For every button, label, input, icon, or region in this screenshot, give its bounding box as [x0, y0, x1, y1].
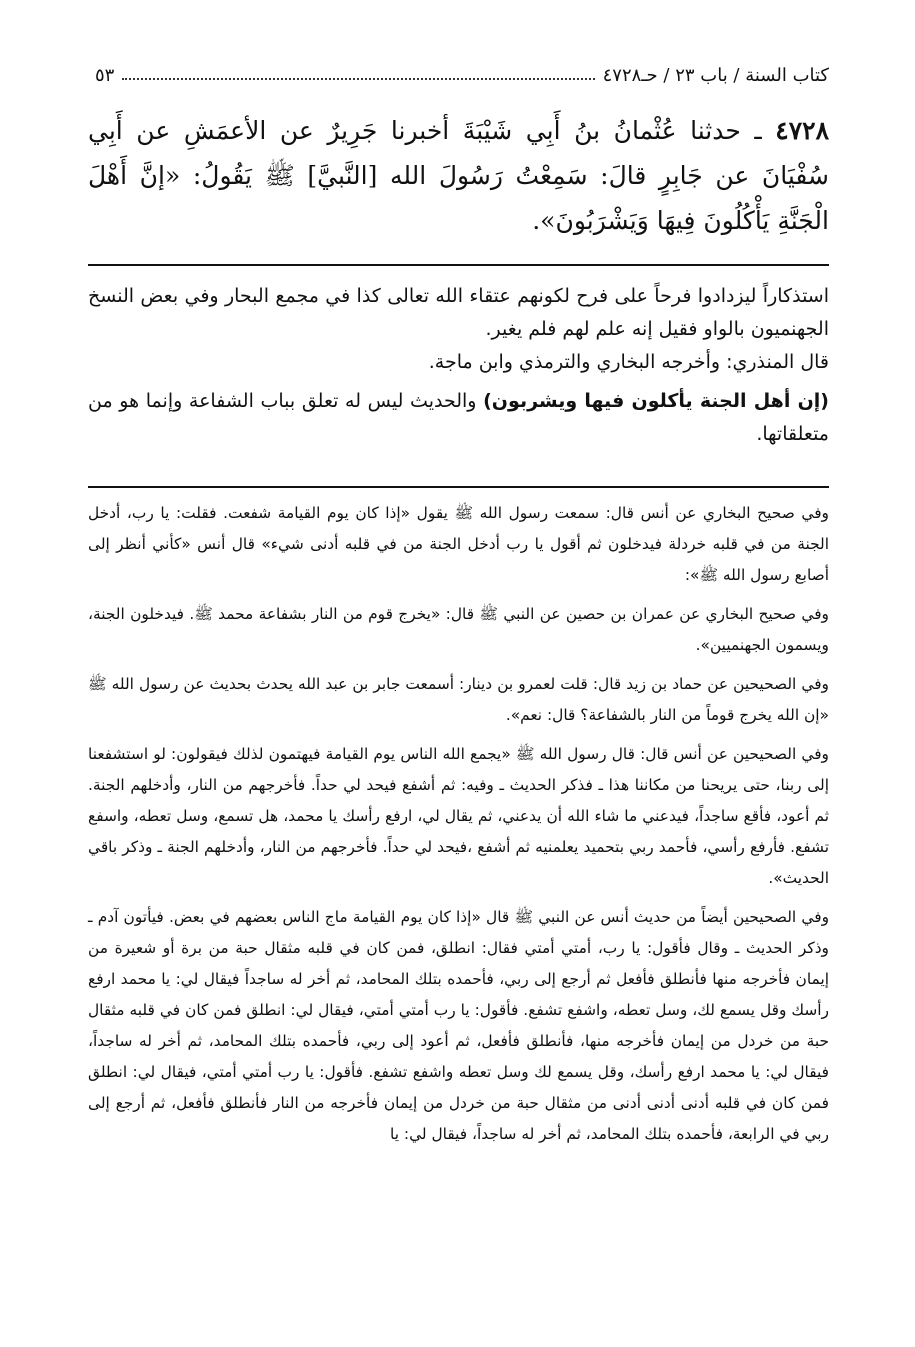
page-header [95, 58, 829, 92]
footnote-paragraph: وفي صحيح البخاري عن أنس قال: سمعت رسول الله ﷺ يقول «إذا كان يوم القيامة شفعت. فقلت: يا رب، أدخل الجنة من في قلبه خردلة فيدخلون ثم أقول يا رب أدخل الجنة من في قلبه أدنى شيء» قال أنس «كأني أنظر إلى أصابع رسول الله ﷺ»: [88, 504, 829, 584]
footnote-paragraph: وفي صحيح البخاري عن عمران بن حصين عن النبي ﷺ قال: «يخرج قوم من النار بشفاعة محمد ﷺ. فيدخلون الجنة، ويسمون الجهنميين». [88, 605, 829, 654]
commentary-section [88, 280, 829, 451]
commentary-paragraph [88, 385, 829, 451]
commentary-text: والحديث ليس له تعلق بباب الشفاعة وإنما هو من متعلقاتها. [88, 390, 829, 445]
page-number: ٥٣ [95, 64, 115, 86]
footnotes-section [88, 498, 829, 1158]
commentary-paragraph: استذكاراً ليزدادوا فرحاً على فرح لكونهم عتقاء الله تعالى كذا في مجمع البحار وفي بعض النسخ الجهنميون بالواو فقيل إنه علم لهم فلم يغير. [88, 285, 829, 340]
hadith-number: ٤٧٢٨ [775, 116, 830, 145]
footnote-paragraph: وفي الصحيحين عن أنس قال: قال رسول الله ﷺ «يجمع الله الناس يوم القيامة فيهتمون لذلك فيقولون: لو استشفعنا إلى ربنا، حتى يريحنا من مكاننا هذا ـ فذكر الحديث ـ وفيه: ثم أشفع فيحد لي حداً. فأخرجهم من النار، وأدخلهم الجنة. ثم أعود، فأقع ساجداً، فيدعني ما شاء الله أن يدعني، ثم يقال لي، ارفع رأسك يا محمد، هل تسمع، وسل تعطه، واسفع تشفع. فأرفع رأسي، فأحمد ربي بتحميد يعلمنيه ثم أشفع ،فيحد لي حداً. فأخرجهم من النار، وأدخلهم الجنة ـ وذكر باقي الحديث». [88, 745, 829, 887]
running-title: كتاب السنة / باب ٢٣ / حـ٤٧٢٨ [602, 64, 829, 86]
footnote-paragraph: وفي الصحيحين أيضاً من حديث أنس عن النبي ﷺ قال «إذا كان يوم القيامة ماج الناس بعضهم في بعض. فيأتون آدم ـ وذكر الحديث ـ وقال فأقول: يا رب، أمتي أمتي فقال: انطلق، فمن كان في قلبه مثقال حبة من برة أو شعيرة من إيمان فأخرجه منها فأنطلق فأفعل ثم أرجع إلى ربي، فأحمده بتلك المحامد، ثم أخر له ساجداً فيقال لي: يا محمد ارفع رأسك وقل يسمع لك، وسل تعطه، واشفع تشفع. فأقول: يا رب أمتي أمتي، فيقال لي: انطلق فمن كان في قلبه مثقال حبة من خردل من إيمان فأخرجه منها، فأنطلق فأفعل، ثم أعود إلى ربي، فأحمده بتلك المحامد، ثم أخر له ساجداً، فيقال لي: يا محمد ارفع رأسك، وقل يسمع لك وسل تعطه واشفع تشفع. فأقول: يا رب أمتي أمتي، فيقال لي: انطلق فمن كان في قلبه أدنى أدنى أدنى من مثقال حبة من خردل من إيمان فأخرجه من النار فأنطلق فأفعل، ثم أرجع إلى ربي في الرابعة، فأحمده بتلك المحامد، ثم أخر له ساجداً، فيقال لي: يا [88, 908, 829, 1143]
dotted-leader [122, 78, 594, 80]
separator-rule-bottom [88, 486, 829, 488]
hadith-body: ـ حدثنا عُثْمانُ بنُ أَبِي شَيْبَةَ أخبرنا جَرِيرٌ عن الأعمَشِ عن أَبِي سُفْيَانَ عن جَابِرٍ قالَ: سَمِعْتُ رَسُولَ الله [النَّبيَّ] ﷺ يَقُولُ: «إنَّ أَهْلَ الْجَنَّةِ يَأْكُلُونَ فِيهَا وَيَشْرَبُونَ». [88, 116, 829, 235]
separator-rule-top [88, 264, 829, 266]
hadith-text [88, 108, 829, 243]
commentary-paragraph: قال المنذري: وأخرجه البخاري والترمذي وابن ماجة. [428, 351, 829, 373]
footnote-paragraph: وفي الصحيحين عن حماد بن زيد قال: قلت لعمرو بن دينار: أسمعت جابر بن عبد الله يحدث بحديث عن رسول الله ﷺ «إن الله يخرج قوماً من النار بالشفاعة؟ قال: نعم». [88, 675, 829, 724]
commentary-quote: (إن أهل الجنة يأكلون فيها ويشربون) [483, 390, 829, 412]
